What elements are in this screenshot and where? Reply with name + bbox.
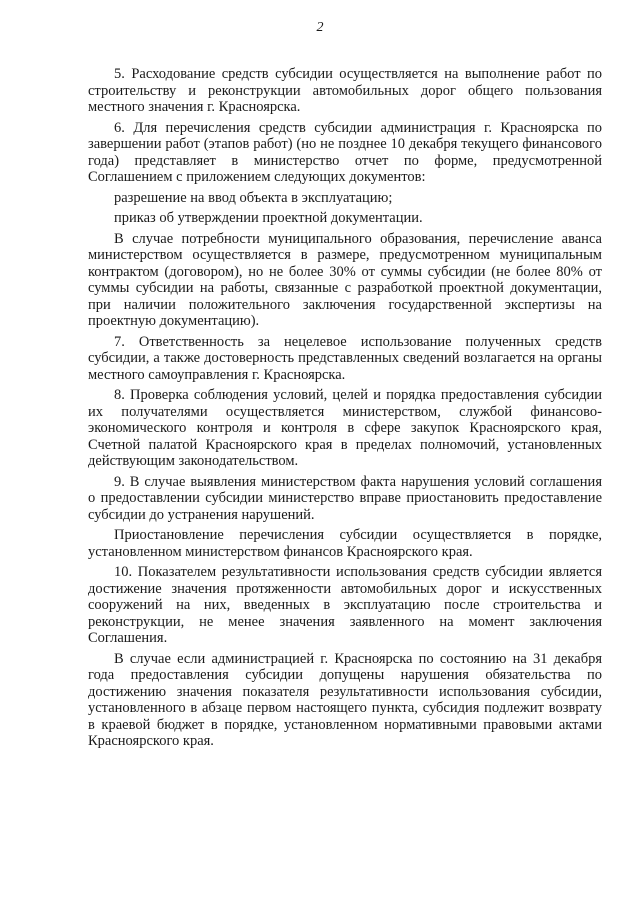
paragraph-suspension: Приостановление перечисления субсидии осуществляется в порядке, установленном министерством финансов Красноярского края. [88, 527, 602, 560]
paragraph-item-9: 9. В случае выявления министерством факта нарушения условий соглашения о предоставлении субсидии министерство вправе приостановить предоставление субсидии до устранения нарушений. [88, 473, 602, 523]
paragraph-item-5: 5. Расходование средств субсидии осуществляется на выполнение работ по строительству и реконструкции автомобильных дорог общего пользования местного значения г. Красноярска. [88, 66, 602, 115]
paragraph-item-7: 7. Ответственность за нецелевое использование полученных средств субсидии, а также достоверность представленных сведений возлагается на органы местного самоуправления г. Красноярска. [88, 333, 602, 383]
paragraph-advance: В случае потребности муниципального образования, перечисление аванса министерством осуществляется в размере, предусмотренном муниципальным контрактом (договором), но не более 30% от суммы субсидии (не более 80% от суммы субсидии на работы, связанные с разработкой проектной документации, при наличии положительного заключения государственной экспертизы на проектную документацию). [88, 230, 602, 329]
paragraph-item-6: 6. Для перечисления средств субсидии администрация г. Красноярска по завершении работ (этапов работ) (но не позднее 10 декабря текущего финансового года) представляет в министерство отчет по форме, предусмотренной Соглашением с приложением следующих документов: [88, 119, 602, 185]
paragraph-violation: В случае если администрацией г. Красноярска по состоянию на 31 декабря года предоставления субсидии допущены нарушения обязательства по достижению значения показателя результативности использования субсидии, установленного в абзаце первом настоящего пункта, субсидия подлежит возврату в краевой бюджет в порядке, установленном нормативными правовыми актами Красноярского края. [88, 650, 602, 749]
paragraph-item-10: 10. Показателем результативности использования средств субсидии является достижение значения протяженности автомобильных дорог и искусственных сооружений на них, введенных в эксплуатацию после строительства и реконструкции, не менее значения заявленного на момент заключения Соглашения. [88, 564, 602, 646]
paragraph-permit: разрешение на ввод объекта в эксплуатацию; [114, 189, 393, 206]
page-number: 2 [316, 20, 324, 35]
paragraph-order: приказ об утверждении проектной документации. [114, 210, 423, 226]
paragraph-item-8: 8. Проверка соблюдения условий, целей и порядка предоставления субсидии их получателями осуществляется министерством, службой финансово-экономического контроля и контроля в сфере закупок Красноярского края, Счетной палатой Красноярского края в пределах полномочий, установленных действующим законодательством. [88, 387, 602, 469]
document-body [88, 66, 602, 754]
